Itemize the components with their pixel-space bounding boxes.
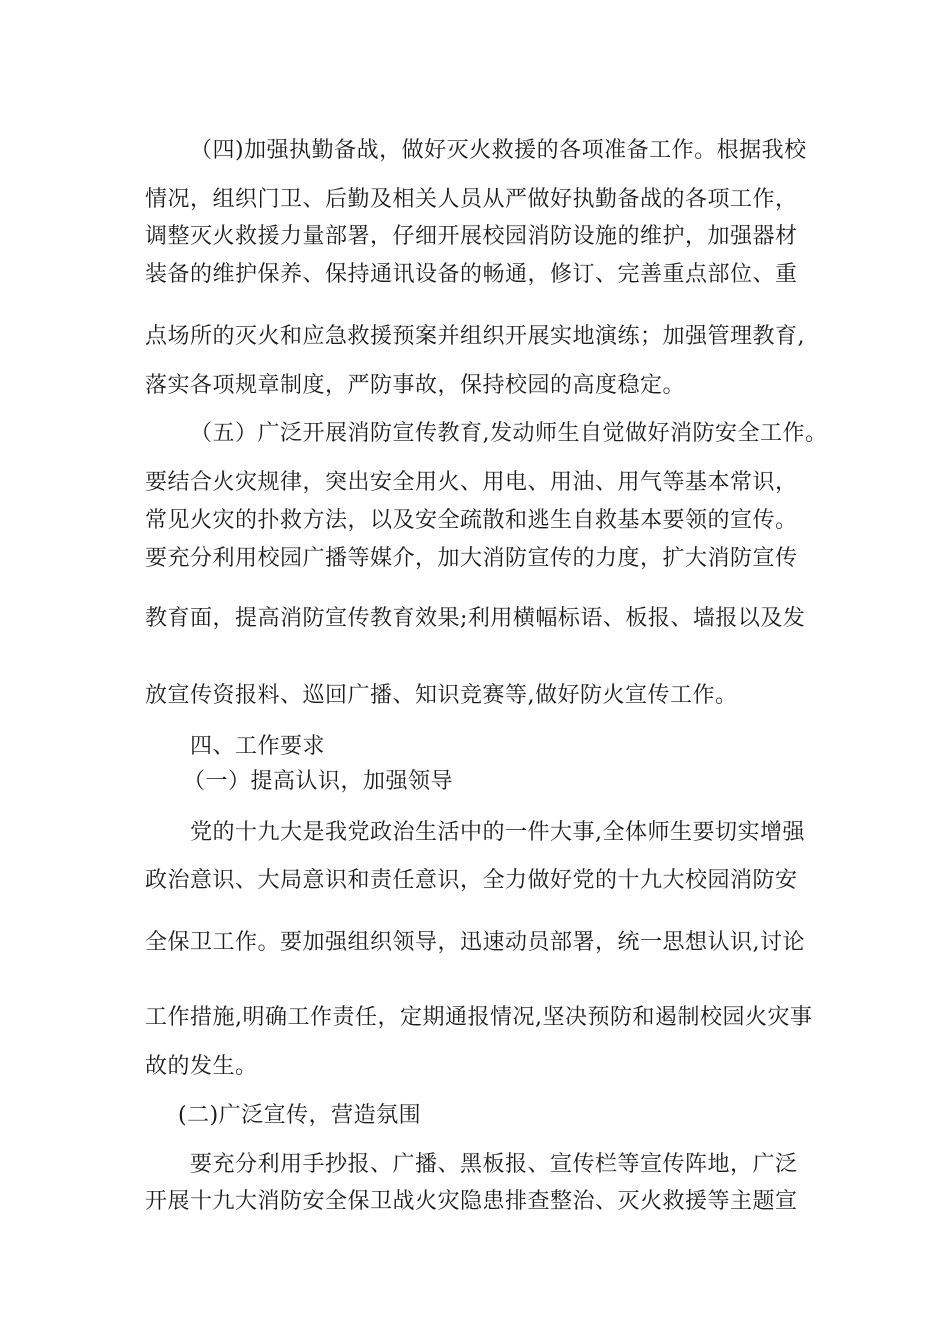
paragraph-line: （五）广泛开展消防宣传教育,发动师生自觉做好消防安全工作。 [190,421,828,446]
paragraph-line: （四)加强执勤备战，做好灭火救援的各项准备工作。根据我校 [190,138,807,163]
paragraph-line: 政治意识、大局意识和责任意识，全力做好党的十九大校园消防安 [145,868,798,893]
paragraph-line: 教育面，提高消防宣传教育效果;利用横幅标语、板报、墙报以及发 [145,606,806,631]
paragraph-line: 党的十九大是我党政治生活中的一件大事,全体师生要切实增强 [190,820,805,845]
paragraph-line: 点场所的灭火和应急救援预案并组织开展实地演练；加强管理教育, [145,324,805,349]
paragraph-line: 要充分利用手抄报、广播、黑板报、宣传栏等宣传阵地，广泛 [190,1152,798,1177]
paragraph-line: 落实各项规章制度，严防事故，保持校园的高度稳定。 [145,373,686,398]
paragraph-line: 开展十九大消防安全保卫战火灾隐患排查整治、灭火救援等主题宣 [145,1189,798,1214]
paragraph-line: 工作措施,明确工作责任，定期通报情况,坚决预防和遏制校园火灾事 [145,1005,813,1030]
paragraph-line: 调整灭火救援力量部署，仔细开展校园消防设施的维护，加强器材 [145,224,798,249]
paragraph-line: 要充分利用校园广播等媒介，加大消防宣传的力度，扩大消防宣传 [145,546,798,571]
paragraph-line: 常见火灾的扑救方法，以及安全疏散和逃生自救基本要领的宣传。 [145,508,798,533]
paragraph-line: 全保卫工作。要加强组织领导，迅速动员部署，统一思想认识,讨论 [145,930,805,955]
paragraph-line: 要结合火灾规律，突出安全用火、用电、用油、用气等基本常识， [145,470,798,495]
paragraph-line: 放宣传资报料、巡回广播、知识竞赛等,做好防火宣传工作。 [145,683,738,708]
section-heading: 四、工作要求 [190,734,326,759]
subsection-heading: （一）提高认识，加强领导 [183,769,454,794]
paragraph-line: 装备的维护保养、保持通讯设备的畅通，修订、完善重点部位、重 [145,262,798,287]
paragraph-line: 故的发生。 [145,1054,258,1079]
subsection-heading: (二)广泛宣传，营造氛围 [178,1103,422,1128]
paragraph-line: 情况，组织门卫、后勤及相关人员从严做好执勤备战的各项工作， [145,187,798,212]
